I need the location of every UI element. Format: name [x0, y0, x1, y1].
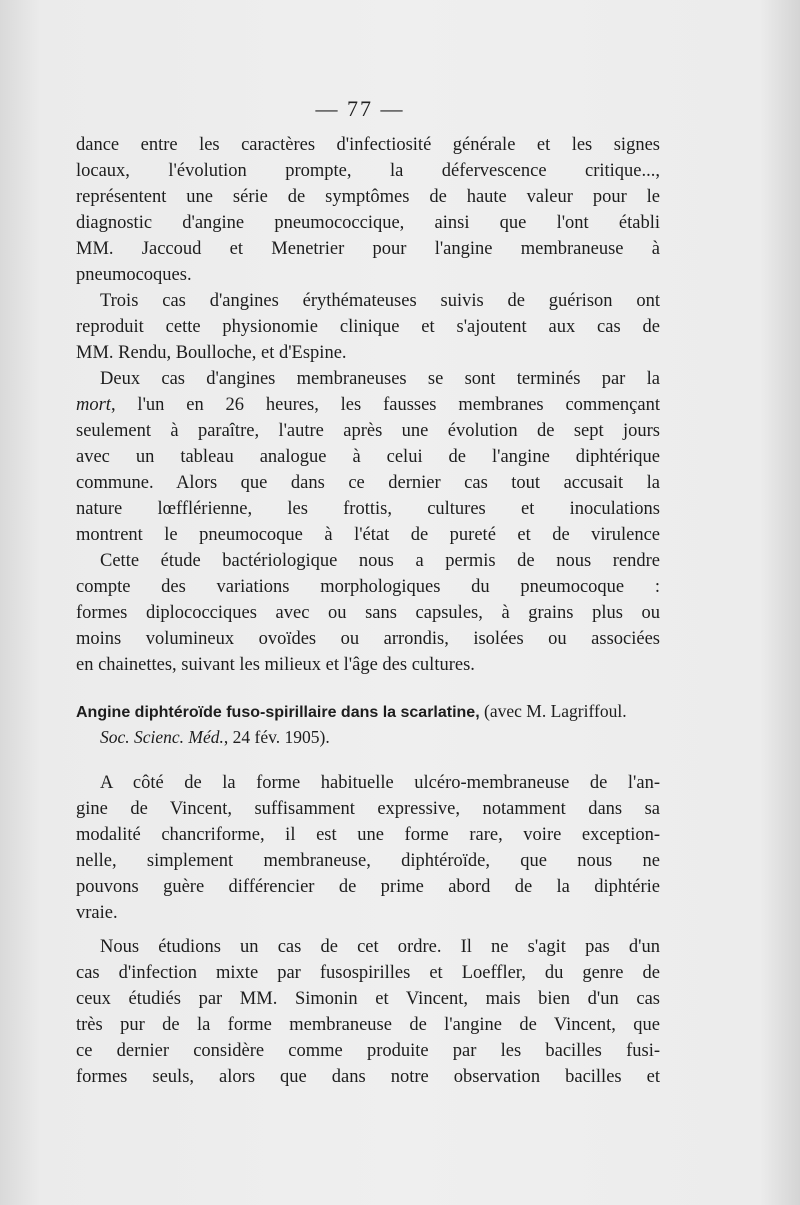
body-text: [76, 132, 660, 1090]
heading-line: [76, 698, 660, 724]
text-line: vraie.: [76, 903, 118, 923]
text-line: Deux cas d'angines membraneuses se sont terminés par la: [100, 369, 660, 389]
paragraph-4: [76, 548, 660, 678]
page-number: — 77 —: [315, 96, 405, 121]
section-coauthor: (avec M. Lagriffoul.: [479, 701, 627, 721]
text-line: en chainettes, suivant les milieux et l'âge des cultures.: [76, 655, 475, 675]
text-line: A côté de la forme habituelle ulcéro-membraneuse de l'an-: [100, 773, 660, 793]
text-line: compte des variations morphologiques du pneumocoque :: [76, 577, 660, 597]
journal-name: Soc. Scienc. Méd.: [100, 727, 224, 747]
spacer: [76, 750, 660, 770]
text-line: MM. Jaccoud et Menetrier pour l'angine membraneuse à: [76, 239, 660, 259]
text-segment: , l'un en 26 heures, les fausses membranes commençant: [110, 395, 660, 415]
text-line: seulement à paraître, l'autre après une évolution de sept jours: [76, 421, 660, 441]
text-line: nature lœfflérienne, les frottis, cultures et inoculations: [76, 499, 660, 519]
paragraph-5: [76, 770, 660, 926]
text-line: Nous étudions un cas de cet ordre. Il ne s'agit pas d'un: [100, 937, 660, 957]
spacer: [76, 678, 660, 698]
text-line: cas d'infection mixte par fusospirilles et Loeffler, du genre de: [76, 963, 660, 983]
section-heading: [76, 698, 660, 750]
text-line: très pur de la forme membraneuse de l'angine de Vincent, que: [76, 1015, 660, 1035]
text-line: moins volumineux ovoïdes ou arrondis, isolées ou associées: [76, 629, 660, 649]
text-line: Cette étude bactériologique nous a permis de nous rendre: [100, 551, 660, 571]
spacer: [76, 926, 660, 934]
text-line: MM. Rendu, Boulloche, et d'Espine.: [76, 343, 347, 363]
text-line: Trois cas d'angines érythémateuses suivis de guérison ont: [100, 291, 660, 311]
text-line: diagnostic d'angine pneumococcique, ainsi que l'ont établi: [76, 213, 660, 233]
paragraph-3: [76, 366, 660, 548]
text-line: représentent une série de symptômes de haute valeur pour le: [76, 187, 660, 207]
paragraph-2: [76, 288, 660, 366]
text-line: formes diplococciques avec ou sans capsules, à grains plus ou: [76, 603, 660, 623]
section-title: Angine diphtéroïde fuso-spirillaire dans la scarlatine,: [76, 704, 480, 721]
text-line: modalité chancriforme, il est une forme rare, voire exception-: [76, 825, 660, 845]
text-line: ceux étudiés par MM. Simonin et Vincent, mais bien d'un cas: [76, 989, 660, 1009]
text-line: dance entre les caractères d'infectiosité générale et les signes: [76, 135, 660, 155]
citation-line: [76, 724, 660, 750]
text-line: montrent le pneumocoque à l'état de pureté et de virulence: [76, 525, 660, 545]
citation-date: , 24 fév. 1905).: [223, 727, 330, 747]
text-line: ce dernier considère comme produite par les bacilles fusi-: [76, 1041, 660, 1061]
paragraph-6: [76, 934, 660, 1090]
text-line: gine de Vincent, suffisamment expressive, notamment dans sa: [76, 799, 660, 819]
text-line: pneumocoques.: [76, 265, 192, 285]
text-line: locaux, l'évolution prompte, la défervescence critique...,: [76, 161, 660, 181]
emphasis-mort: mort: [76, 395, 111, 415]
text-line: formes seuls, alors que dans notre observation bacilles et: [76, 1067, 660, 1087]
text-line: reproduit cette physionomie clinique et s'ajoutent aux cas de: [76, 317, 660, 337]
text-line: commune. Alors que dans ce dernier cas tout accusait la: [76, 473, 660, 493]
text-line: pouvons guère différencier de prime abord de la diphtérie: [76, 877, 660, 897]
text-line: avec un tableau analogue à celui de l'angine diphtérique: [76, 447, 660, 467]
text-line: nelle, simplement membraneuse, diphtéroïde, que nous ne: [76, 851, 660, 871]
text-line-with-emphasis: [76, 392, 660, 418]
paragraph-1: [76, 132, 660, 288]
